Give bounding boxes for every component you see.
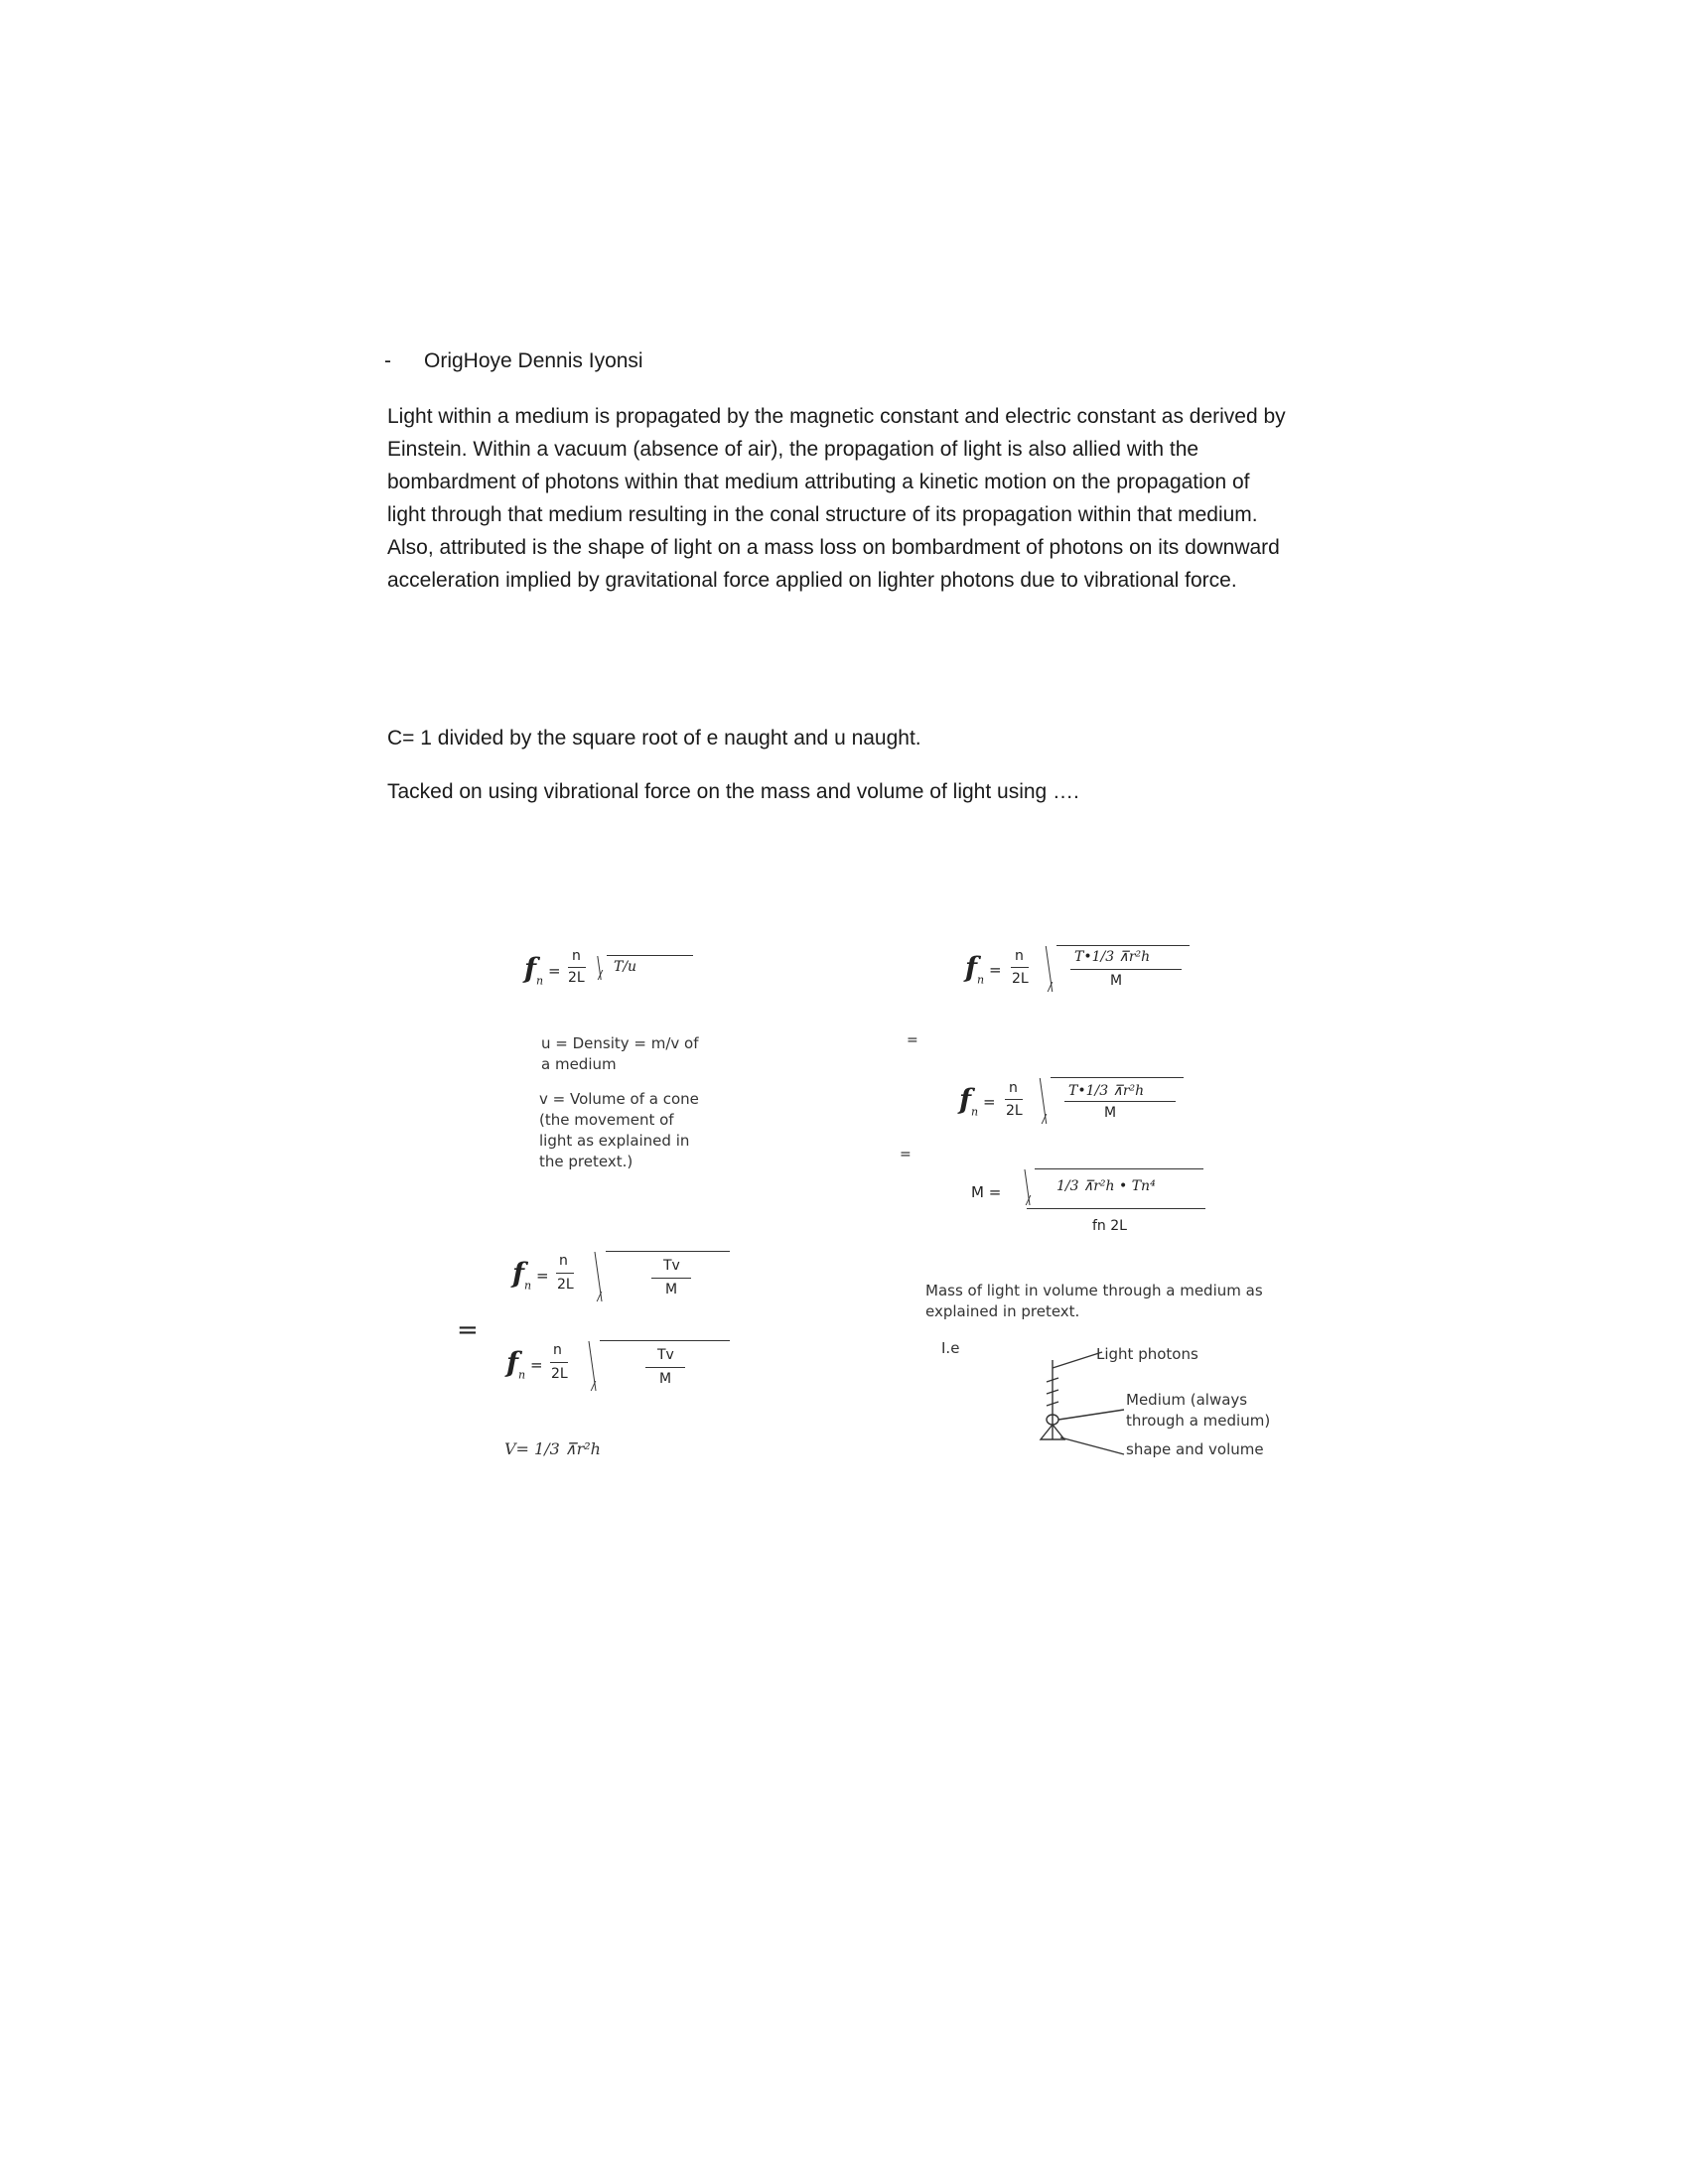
medium-label: Medium (always through a medium)	[1126, 1391, 1271, 1430]
t-cone-numerator: T•1/3 ⊼r²h	[1074, 949, 1151, 965]
f-letter: f	[512, 1257, 525, 1290]
equals-sign: =	[983, 1093, 996, 1111]
f-subscript: n	[524, 1279, 532, 1293]
author-name: OrigHoye Dennis Iyonsi	[424, 349, 643, 372]
volume-note: v = Volume of a cone (the movement of light as explained in the pretext.)	[539, 1090, 699, 1170]
cone-tn4: 1/3 ⊼r²h • Tn⁴	[1056, 1178, 1156, 1194]
m-equals: M =	[971, 1183, 1002, 1201]
light-photons-label: Light photons	[1096, 1345, 1198, 1363]
m-denominator: M	[659, 1371, 672, 1387]
middle-equals-1: =	[907, 1032, 918, 1048]
f-subscript: n	[977, 973, 985, 987]
numerator-n: n	[553, 1342, 562, 1358]
fraction-bar	[568, 967, 586, 968]
f-symbol	[506, 1346, 525, 1382]
f-letter: f	[524, 952, 537, 985]
f-letter: f	[959, 1083, 972, 1116]
density-note: u = Density = m/v of a medium	[541, 1034, 699, 1073]
fraction-bar	[1027, 1208, 1205, 1209]
m-denominator: M	[1104, 1105, 1117, 1121]
big-equals-left: =	[457, 1315, 479, 1345]
fraction-bar	[1005, 1099, 1023, 1100]
shape-pointer	[1060, 1437, 1124, 1454]
photon-pointer	[1053, 1352, 1102, 1368]
author-dash: -	[384, 349, 391, 372]
f-subscript: n	[536, 974, 544, 988]
middle-equals-2: =	[900, 1147, 912, 1162]
fraction-bar	[1011, 967, 1029, 968]
denominator-2l: 2L	[557, 1277, 574, 1293]
tv-numerator: Tv	[663, 1258, 680, 1274]
intro-line: Einstein. Within a vacuum (absence of air), the propagation of light is also allied with the	[387, 438, 1199, 461]
fraction-bar	[651, 1278, 691, 1279]
shape-volume-label: shape and volume	[1126, 1440, 1264, 1458]
f-symbol	[512, 1257, 531, 1293]
intro-line: light through that medium resulting in the conal structure of its propagation within that medium.	[387, 503, 1258, 526]
tv-numerator: Tv	[657, 1347, 674, 1363]
m-denominator: M	[665, 1282, 678, 1297]
equals-sign: =	[548, 962, 561, 980]
denominator-2l: 2L	[1012, 971, 1029, 987]
f-letter: f	[506, 1346, 519, 1379]
volume-formula: V= 1/3 ⊼r²h	[504, 1439, 601, 1458]
f-letter: f	[965, 951, 978, 984]
fraction-bar	[1064, 1101, 1176, 1102]
denominator-2l: 2L	[568, 970, 585, 986]
fn-2l-denominator: fn 2L	[1092, 1218, 1127, 1234]
equals-sign: =	[530, 1356, 543, 1374]
ie-label: I.e	[941, 1339, 960, 1357]
tacked-statement: Tacked on using vibrational force on the mass and volume of light using ….	[387, 780, 1079, 803]
numerator-n: n	[1009, 1080, 1018, 1096]
t-cone-numerator: T•1/3 ⊼r²h	[1068, 1083, 1145, 1099]
intro-line: bombardment of photons within that medium attributing a kinetic motion on the propagation of	[387, 471, 1250, 493]
f-subscript: n	[518, 1368, 526, 1382]
numerator-n: n	[559, 1253, 568, 1269]
c-statement: C= 1 divided by the square root of e naught and u naught.	[387, 727, 921, 750]
numerator-n: n	[1015, 948, 1024, 964]
fraction-bar	[1070, 969, 1182, 970]
numerator-n: n	[572, 948, 581, 964]
fraction-bar	[550, 1362, 568, 1363]
mass-light-note: Mass of light in volume through a medium as explained in pretext.	[925, 1282, 1263, 1320]
intro-line: acceleration implied by gravitational force applied on lighter photons due to vibrational force.	[387, 569, 1237, 592]
fraction-bar	[556, 1273, 574, 1274]
f-subscript: n	[971, 1105, 979, 1119]
intro-paragraph	[387, 400, 1340, 597]
f-symbol	[524, 952, 543, 988]
t-over-u: T/u	[614, 959, 637, 975]
equals-sign: =	[536, 1267, 549, 1285]
f-symbol	[965, 951, 984, 987]
intro-line: Also, attributed is the shape of light on a mass loss on bombardment of photons on its downward	[387, 536, 1280, 559]
equals-sign: =	[989, 961, 1002, 979]
medium-pointer	[1058, 1410, 1124, 1420]
denominator-2l: 2L	[1006, 1103, 1023, 1119]
fraction-bar	[645, 1367, 685, 1368]
f-symbol	[959, 1083, 978, 1119]
intro-line: Light within a medium is propagated by the magnetic constant and electric constant as derived by	[387, 405, 1286, 428]
denominator-2l: 2L	[551, 1366, 568, 1382]
m-denominator: M	[1110, 973, 1123, 989]
